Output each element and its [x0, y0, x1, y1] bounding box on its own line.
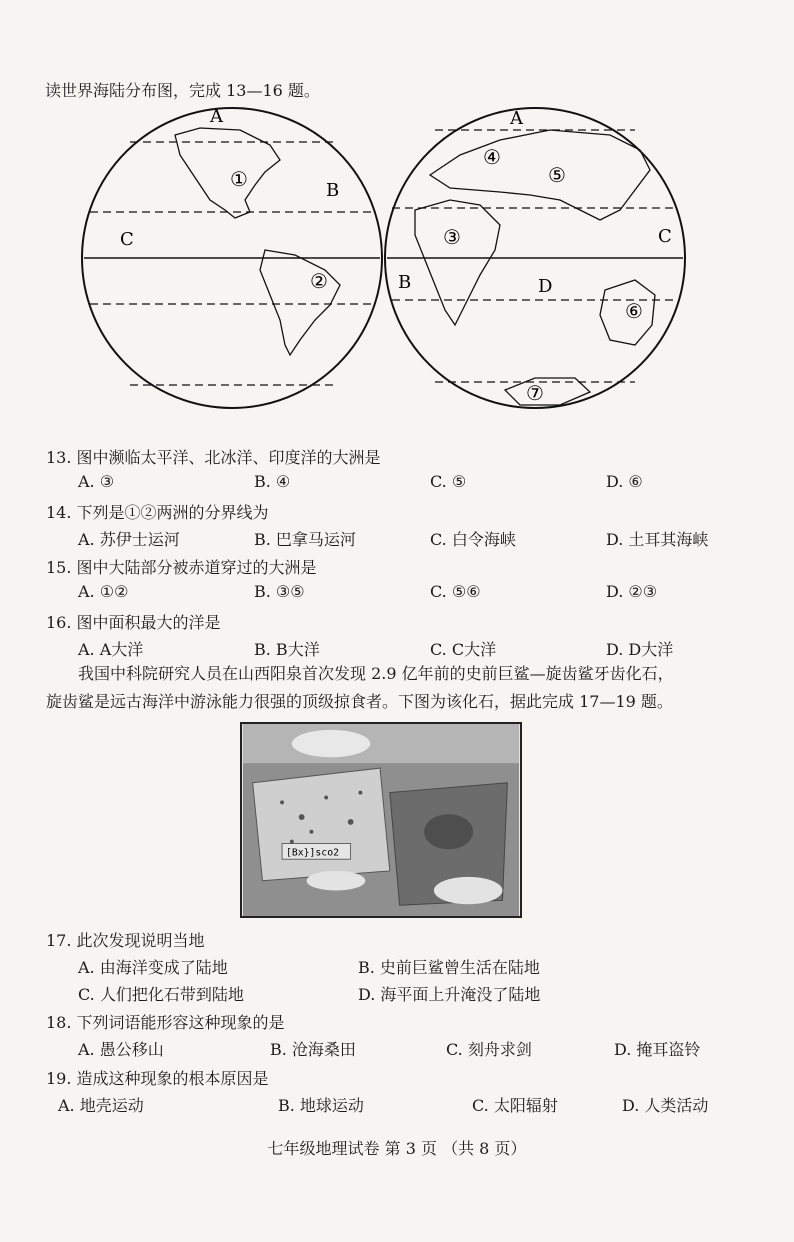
q16-option-b: B. B大洋 — [254, 640, 320, 659]
fossil-specimen-label: [Bx}]sco2 — [285, 847, 339, 859]
q18-option-d: D. 掩耳盗铃 — [614, 1040, 701, 1059]
q14-option-c: C. 白令海峡 — [430, 530, 516, 549]
q14-option-d: D. 土耳其海峡 — [606, 530, 709, 549]
question-19: 19. 造成这种现象的根本原因是 — [46, 1069, 269, 1088]
map-label-west-C: C — [120, 229, 134, 250]
map-label-east-D: D — [538, 276, 553, 297]
q19-option-a: A. 地壳运动 — [58, 1096, 144, 1115]
map-label-east-5: ⑤ — [548, 163, 566, 187]
map-label-east-3: ③ — [443, 225, 461, 249]
map-label-east-4: ④ — [483, 145, 501, 169]
africa-outline — [415, 200, 500, 325]
south-america-outline — [260, 250, 340, 355]
question-13: 13. 图中濒临太平洋、北冰洋、印度洋的大洲是 — [46, 448, 381, 467]
q19-option-b: B. 地球运动 — [278, 1096, 364, 1115]
map-label-east-C: C — [658, 226, 672, 247]
q15-option-d: D. ②③ — [606, 582, 658, 601]
q18-option-b: B. 沧海桑田 — [270, 1040, 356, 1059]
q16-option-a: A. A大洋 — [78, 640, 144, 659]
map-label-east-7: ⑦ — [526, 381, 544, 405]
q14-option-a: A. 苏伊士运河 — [78, 530, 180, 549]
q18-option-c: C. 刻舟求剑 — [446, 1040, 532, 1059]
q19-option-d: D. 人类活动 — [622, 1096, 709, 1115]
q15-option-b: B. ③⑤ — [254, 582, 305, 601]
passage-line-1: 我国中科院研究人员在山西阳泉首次发现 2.9 亿年前的史前巨鲨—旋齿鲨牙齿化石， — [78, 664, 674, 683]
q13-option-b: B. ④ — [254, 472, 291, 491]
q15-option-a: A. ①② — [78, 582, 129, 601]
q17-option-b: B. 史前巨鲨曾生活在陆地 — [358, 958, 540, 977]
world-hemispheres-map — [80, 100, 780, 420]
question-17: 17. 此次发现说明当地 — [46, 931, 205, 950]
q17-option-a: A. 由海洋变成了陆地 — [78, 958, 228, 977]
q13-option-d: D. ⑥ — [606, 472, 643, 491]
q13-option-a: A. ③ — [78, 472, 115, 491]
question-15: 15. 图中大陆部分被赤道穿过的大洲是 — [46, 558, 317, 577]
map-label-east-6: ⑥ — [625, 299, 643, 323]
q14-option-b: B. 巴拿马运河 — [254, 530, 356, 549]
q13-option-c: C. ⑤ — [430, 472, 467, 491]
q19-option-c: C. 太阳辐射 — [472, 1096, 558, 1115]
passage-line-2: 旋齿鲨是远古海洋中游泳能力很强的顶级掠食者。下图为该化石，据此完成 17—19 题。 — [46, 692, 673, 711]
q17-option-d: D. 海平面上升淹没了陆地 — [358, 985, 541, 1004]
map-label-east-A: A — [510, 108, 523, 129]
map-label-west-A: A — [210, 106, 223, 127]
q18-option-a: A. 愚公移山 — [78, 1040, 164, 1059]
map-label-west-2: ② — [310, 269, 328, 293]
q16-option-c: C. C大洋 — [430, 640, 497, 659]
q17-option-c: C. 人们把化石带到陆地 — [78, 985, 244, 1004]
page-footer: 七年级地理试卷 第 3 页 （共 8 页） — [267, 1139, 527, 1158]
question-16: 16. 图中面积最大的洋是 — [46, 613, 221, 632]
map-label-west-1: ① — [230, 167, 248, 191]
shark-fossil-photo — [240, 722, 522, 918]
western-hemisphere — [82, 106, 382, 408]
map-label-west-B: B — [326, 180, 340, 201]
eastern-hemisphere — [385, 108, 685, 408]
question-14: 14. 下列是①②两洲的分界线为 — [46, 503, 269, 522]
q15-option-c: C. ⑤⑥ — [430, 582, 481, 601]
question-18: 18. 下列词语能形容这种现象的是 — [46, 1013, 285, 1032]
q16-option-d: D. D大洋 — [606, 640, 674, 659]
map-label-east-B: B — [398, 272, 412, 293]
map-intro: 读世界海陆分布图，完成 13—16 题。 — [45, 81, 320, 100]
eurasia-outline — [430, 130, 650, 220]
